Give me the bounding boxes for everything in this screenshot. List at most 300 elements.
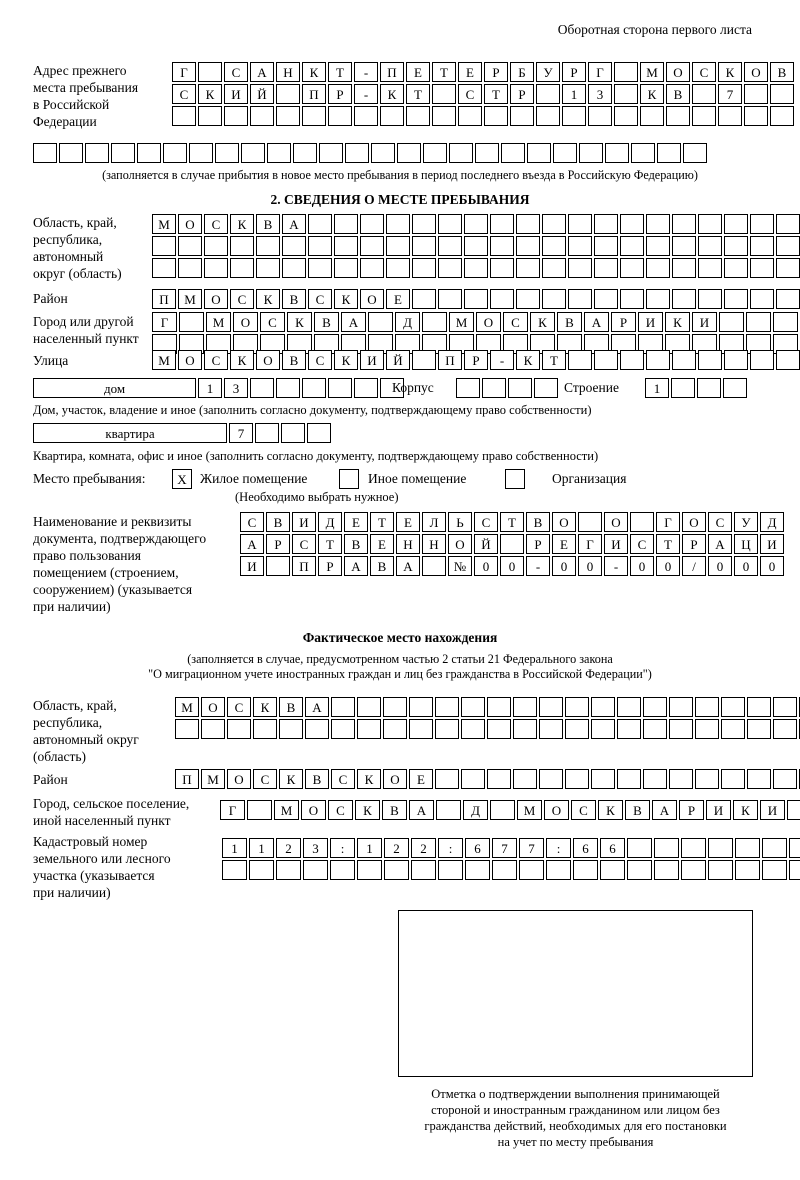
char-cell[interactable] xyxy=(669,769,693,789)
char-cell[interactable] xyxy=(241,143,265,163)
char-cell[interactable] xyxy=(646,236,670,256)
char-cell[interactable] xyxy=(334,236,358,256)
char-cell[interactable] xyxy=(279,719,303,739)
char-cell[interactable]: А xyxy=(282,214,306,234)
char-cell[interactable] xyxy=(681,860,706,880)
char-cell[interactable] xyxy=(412,214,436,234)
char-cell[interactable] xyxy=(281,423,305,443)
char-cell[interactable]: - xyxy=(490,350,514,370)
char-cell[interactable] xyxy=(562,106,586,126)
char-cell[interactable] xyxy=(789,860,800,880)
char-cell[interactable]: И xyxy=(360,350,384,370)
char-cell[interactable]: К xyxy=(287,312,312,332)
char-cell[interactable]: К xyxy=(598,800,623,820)
char-cell[interactable]: 7 xyxy=(229,423,253,443)
char-cell[interactable] xyxy=(422,556,446,576)
char-cell[interactable]: Г xyxy=(220,800,245,820)
char-cell[interactable]: 0 xyxy=(656,556,680,576)
char-cell[interactable] xyxy=(383,719,407,739)
char-cell[interactable] xyxy=(568,214,592,234)
char-cell[interactable] xyxy=(721,697,745,717)
char-cell[interactable] xyxy=(698,350,722,370)
char-cell[interactable] xyxy=(594,236,618,256)
char-cell[interactable]: О xyxy=(476,312,501,332)
char-cell[interactable]: 0 xyxy=(474,556,498,576)
char-cell[interactable] xyxy=(331,719,355,739)
char-cell[interactable] xyxy=(461,719,485,739)
char-cell[interactable]: С xyxy=(230,289,254,309)
char-cell[interactable] xyxy=(137,143,161,163)
char-cell[interactable] xyxy=(594,350,618,370)
char-cell[interactable]: С xyxy=(630,534,654,554)
char-cell[interactable] xyxy=(773,312,798,332)
char-cell[interactable]: В xyxy=(666,84,690,104)
char-cell[interactable]: В xyxy=(557,312,582,332)
char-cell[interactable] xyxy=(386,236,410,256)
char-cell[interactable] xyxy=(201,719,225,739)
char-cell[interactable]: 1 xyxy=(562,84,586,104)
char-cell[interactable] xyxy=(579,143,603,163)
char-cell[interactable]: С xyxy=(253,769,277,789)
char-cell[interactable] xyxy=(723,378,747,398)
char-cell[interactable] xyxy=(527,143,551,163)
char-cell[interactable] xyxy=(620,258,644,278)
char-cell[interactable] xyxy=(386,258,410,278)
actual-region-grid[interactable] xyxy=(175,697,800,741)
char-cell[interactable] xyxy=(770,84,794,104)
char-cell[interactable] xyxy=(163,143,187,163)
char-cell[interactable] xyxy=(276,106,300,126)
char-cell[interactable] xyxy=(302,378,326,398)
char-cell[interactable] xyxy=(594,214,618,234)
char-cell[interactable]: И xyxy=(706,800,731,820)
char-cell[interactable]: Р xyxy=(266,534,290,554)
char-cell[interactable] xyxy=(542,214,566,234)
char-cell[interactable] xyxy=(412,350,436,370)
char-cell[interactable] xyxy=(435,769,459,789)
char-cell[interactable] xyxy=(591,719,615,739)
char-cell[interactable]: К xyxy=(733,800,758,820)
char-cell[interactable]: Т xyxy=(432,62,456,82)
char-cell[interactable] xyxy=(432,106,456,126)
char-cell[interactable] xyxy=(770,106,794,126)
char-cell[interactable]: С xyxy=(328,800,353,820)
char-cell[interactable] xyxy=(724,236,748,256)
char-cell[interactable] xyxy=(750,289,774,309)
char-cell[interactable] xyxy=(360,236,384,256)
char-cell[interactable]: Е xyxy=(396,512,420,532)
char-cell[interactable] xyxy=(179,312,204,332)
char-cell[interactable]: О xyxy=(682,512,706,532)
char-cell[interactable]: К xyxy=(530,312,555,332)
char-cell[interactable]: М xyxy=(640,62,664,82)
char-cell[interactable]: В xyxy=(370,556,394,576)
char-cell[interactable] xyxy=(198,106,222,126)
char-cell[interactable] xyxy=(536,84,560,104)
char-cell[interactable] xyxy=(487,697,511,717)
char-cell[interactable]: К xyxy=(198,84,222,104)
char-cell[interactable] xyxy=(227,719,251,739)
char-cell[interactable]: О xyxy=(178,214,202,234)
char-cell[interactable] xyxy=(591,769,615,789)
char-cell[interactable]: И xyxy=(760,800,785,820)
char-cell[interactable] xyxy=(293,143,317,163)
char-cell[interactable]: В xyxy=(344,534,368,554)
char-cell[interactable] xyxy=(519,860,544,880)
char-cell[interactable] xyxy=(484,106,508,126)
char-cell[interactable] xyxy=(750,214,774,234)
char-cell[interactable]: Н xyxy=(276,62,300,82)
char-cell[interactable] xyxy=(600,860,625,880)
char-cell[interactable] xyxy=(630,512,654,532)
char-cell[interactable]: М xyxy=(152,214,176,234)
char-cell[interactable]: М xyxy=(274,800,299,820)
char-cell[interactable]: А xyxy=(652,800,677,820)
char-cell[interactable]: К xyxy=(357,769,381,789)
char-cell[interactable]: В xyxy=(266,512,290,532)
char-cell[interactable]: Й xyxy=(474,534,498,554)
char-cell[interactable] xyxy=(516,214,540,234)
char-cell[interactable]: С xyxy=(292,534,316,554)
char-cell[interactable]: Й xyxy=(386,350,410,370)
char-cell[interactable] xyxy=(85,143,109,163)
char-cell[interactable]: К xyxy=(230,350,254,370)
char-cell[interactable] xyxy=(614,106,638,126)
char-cell[interactable]: А xyxy=(584,312,609,332)
char-cell[interactable] xyxy=(747,769,771,789)
char-cell[interactable] xyxy=(501,143,525,163)
char-cell[interactable]: Д xyxy=(463,800,488,820)
char-cell[interactable] xyxy=(175,719,199,739)
char-cell[interactable] xyxy=(708,860,733,880)
char-cell[interactable]: О xyxy=(383,769,407,789)
char-cell[interactable] xyxy=(308,214,332,234)
char-cell[interactable] xyxy=(198,62,222,82)
char-cell[interactable] xyxy=(672,236,696,256)
char-cell[interactable] xyxy=(578,512,602,532)
char-cell[interactable]: 3 xyxy=(303,838,328,858)
char-cell[interactable]: Р xyxy=(611,312,636,332)
char-cell[interactable]: Н xyxy=(422,534,446,554)
char-cell[interactable]: У xyxy=(536,62,560,82)
char-cell[interactable]: О xyxy=(204,289,228,309)
char-cell[interactable] xyxy=(669,719,693,739)
char-cell[interactable] xyxy=(386,214,410,234)
char-cell[interactable]: Р xyxy=(464,350,488,370)
char-cell[interactable] xyxy=(380,106,404,126)
char-cell[interactable] xyxy=(432,84,456,104)
char-cell[interactable] xyxy=(354,106,378,126)
char-cell[interactable]: С xyxy=(227,697,251,717)
char-cell[interactable] xyxy=(744,84,768,104)
confirmation-mark-box[interactable] xyxy=(398,910,753,1077)
char-cell[interactable]: 7 xyxy=(718,84,742,104)
char-cell[interactable]: М xyxy=(175,697,199,717)
char-cell[interactable] xyxy=(490,214,514,234)
char-cell[interactable]: 3 xyxy=(588,84,612,104)
char-cell[interactable] xyxy=(724,258,748,278)
char-cell[interactable]: А xyxy=(341,312,366,332)
char-cell[interactable] xyxy=(565,719,589,739)
char-cell[interactable]: К xyxy=(230,214,254,234)
char-cell[interactable] xyxy=(204,236,228,256)
char-cell[interactable]: 0 xyxy=(630,556,654,576)
char-cell[interactable]: П xyxy=(292,556,316,576)
char-cell[interactable]: 2 xyxy=(384,838,409,858)
char-cell[interactable]: К xyxy=(256,289,280,309)
stroenie-input[interactable] xyxy=(645,378,749,400)
char-cell[interactable] xyxy=(33,143,57,163)
char-cell[interactable] xyxy=(250,106,274,126)
char-cell[interactable]: К xyxy=(253,697,277,717)
char-cell[interactable]: К xyxy=(718,62,742,82)
char-cell[interactable] xyxy=(319,143,343,163)
char-cell[interactable]: В xyxy=(770,62,794,82)
char-cell[interactable]: Р xyxy=(484,62,508,82)
char-cell[interactable] xyxy=(357,719,381,739)
char-cell[interactable]: Т xyxy=(542,350,566,370)
char-cell[interactable]: 0 xyxy=(708,556,732,576)
char-cell[interactable] xyxy=(568,289,592,309)
char-cell[interactable] xyxy=(357,697,381,717)
char-cell[interactable] xyxy=(464,258,488,278)
char-cell[interactable] xyxy=(542,289,566,309)
char-cell[interactable]: И xyxy=(224,84,248,104)
char-cell[interactable] xyxy=(276,378,300,398)
char-cell[interactable] xyxy=(397,143,421,163)
prev-address-grid[interactable] xyxy=(172,62,796,128)
char-cell[interactable]: № xyxy=(448,556,472,576)
char-cell[interactable] xyxy=(762,860,787,880)
char-cell[interactable]: 6 xyxy=(573,838,598,858)
document-grid[interactable] xyxy=(240,512,786,578)
char-cell[interactable]: П xyxy=(302,84,326,104)
char-cell[interactable] xyxy=(464,214,488,234)
char-cell[interactable]: / xyxy=(682,556,706,576)
char-cell[interactable]: С xyxy=(503,312,528,332)
char-cell[interactable] xyxy=(617,719,641,739)
char-cell[interactable] xyxy=(750,350,774,370)
char-cell[interactable] xyxy=(657,143,681,163)
char-cell[interactable] xyxy=(724,289,748,309)
char-cell[interactable] xyxy=(178,258,202,278)
char-cell[interactable] xyxy=(735,860,760,880)
char-cell[interactable]: 7 xyxy=(519,838,544,858)
char-cell[interactable] xyxy=(256,258,280,278)
char-cell[interactable]: 6 xyxy=(465,838,490,858)
char-cell[interactable] xyxy=(640,106,664,126)
char-cell[interactable] xyxy=(750,236,774,256)
district-grid[interactable] xyxy=(152,289,800,311)
char-cell[interactable] xyxy=(464,236,488,256)
char-cell[interactable]: 7 xyxy=(492,838,517,858)
char-cell[interactable]: 0 xyxy=(552,556,576,576)
char-cell[interactable] xyxy=(605,143,629,163)
char-cell[interactable]: 2 xyxy=(411,838,436,858)
char-cell[interactable]: Г xyxy=(152,312,177,332)
char-cell[interactable] xyxy=(230,258,254,278)
char-cell[interactable] xyxy=(776,258,800,278)
char-cell[interactable]: О xyxy=(552,512,576,532)
char-cell[interactable]: К xyxy=(302,62,326,82)
char-cell[interactable]: 0 xyxy=(734,556,758,576)
char-cell[interactable] xyxy=(672,350,696,370)
char-cell[interactable]: Р xyxy=(679,800,704,820)
char-cell[interactable]: С xyxy=(204,350,228,370)
char-cell[interactable] xyxy=(697,378,721,398)
char-cell[interactable]: 0 xyxy=(760,556,784,576)
char-cell[interactable]: О xyxy=(360,289,384,309)
char-cell[interactable] xyxy=(357,860,382,880)
char-cell[interactable]: А xyxy=(409,800,434,820)
char-cell[interactable] xyxy=(747,697,771,717)
char-cell[interactable] xyxy=(553,143,577,163)
char-cell[interactable]: У xyxy=(734,512,758,532)
char-cell[interactable] xyxy=(643,769,667,789)
char-cell[interactable]: Е xyxy=(344,512,368,532)
char-cell[interactable]: П xyxy=(438,350,462,370)
stay-type-checkbox-residential[interactable]: Х xyxy=(172,469,192,489)
char-cell[interactable] xyxy=(384,860,409,880)
char-cell[interactable] xyxy=(438,214,462,234)
char-cell[interactable] xyxy=(776,289,800,309)
char-cell[interactable]: Н xyxy=(396,534,420,554)
char-cell[interactable] xyxy=(646,258,670,278)
char-cell[interactable] xyxy=(412,236,436,256)
char-cell[interactable]: П xyxy=(152,289,176,309)
char-cell[interactable] xyxy=(516,258,540,278)
char-cell[interactable]: С xyxy=(692,62,716,82)
char-cell[interactable]: Г xyxy=(172,62,196,82)
char-cell[interactable]: К xyxy=(355,800,380,820)
char-cell[interactable] xyxy=(750,258,774,278)
char-cell[interactable]: Л xyxy=(422,512,446,532)
char-cell[interactable]: О xyxy=(301,800,326,820)
char-cell[interactable]: П xyxy=(380,62,404,82)
char-cell[interactable]: К xyxy=(380,84,404,104)
char-cell[interactable] xyxy=(334,214,358,234)
char-cell[interactable] xyxy=(354,378,378,398)
char-cell[interactable] xyxy=(776,214,800,234)
char-cell[interactable]: Р xyxy=(562,62,586,82)
char-cell[interactable] xyxy=(487,719,511,739)
char-cell[interactable]: К xyxy=(516,350,540,370)
char-cell[interactable] xyxy=(178,236,202,256)
char-cell[interactable] xyxy=(328,106,352,126)
char-cell[interactable]: Б xyxy=(510,62,534,82)
char-cell[interactable]: И xyxy=(292,512,316,532)
char-cell[interactable] xyxy=(671,378,695,398)
char-cell[interactable]: 2 xyxy=(276,838,301,858)
char-cell[interactable] xyxy=(669,697,693,717)
char-cell[interactable]: : xyxy=(546,838,571,858)
char-cell[interactable]: О xyxy=(604,512,628,532)
char-cell[interactable] xyxy=(267,143,291,163)
char-cell[interactable]: В xyxy=(526,512,550,532)
char-cell[interactable] xyxy=(724,350,748,370)
char-cell[interactable]: - xyxy=(526,556,550,576)
char-cell[interactable] xyxy=(490,289,514,309)
char-cell[interactable]: И xyxy=(240,556,264,576)
char-cell[interactable]: В xyxy=(279,697,303,717)
char-cell[interactable]: О xyxy=(544,800,569,820)
char-cell[interactable] xyxy=(672,289,696,309)
char-cell[interactable] xyxy=(773,697,797,717)
char-cell[interactable] xyxy=(371,143,395,163)
char-cell[interactable]: Т xyxy=(328,62,352,82)
char-cell[interactable]: М xyxy=(206,312,231,332)
prev-address-grid-row4[interactable] xyxy=(33,143,709,165)
char-cell[interactable]: А xyxy=(240,534,264,554)
char-cell[interactable]: К xyxy=(334,289,358,309)
char-cell[interactable] xyxy=(719,312,744,332)
char-cell[interactable]: - xyxy=(354,62,378,82)
char-cell[interactable] xyxy=(666,106,690,126)
char-cell[interactable] xyxy=(643,697,667,717)
char-cell[interactable]: Е xyxy=(406,62,430,82)
char-cell[interactable] xyxy=(617,697,641,717)
char-cell[interactable]: Р xyxy=(318,556,342,576)
char-cell[interactable] xyxy=(308,236,332,256)
char-cell[interactable]: Р xyxy=(510,84,534,104)
char-cell[interactable]: Г xyxy=(656,512,680,532)
char-cell[interactable]: 1 xyxy=(198,378,222,398)
char-cell[interactable]: М xyxy=(152,350,176,370)
actual-district-grid[interactable] xyxy=(175,769,800,791)
char-cell[interactable] xyxy=(412,258,436,278)
char-cell[interactable] xyxy=(573,860,598,880)
flat-number-input[interactable] xyxy=(229,423,333,445)
char-cell[interactable]: С xyxy=(458,84,482,104)
char-cell[interactable] xyxy=(215,143,239,163)
region-grid[interactable] xyxy=(152,214,800,280)
char-cell[interactable]: Е xyxy=(552,534,576,554)
char-cell[interactable] xyxy=(360,258,384,278)
char-cell[interactable]: К xyxy=(334,350,358,370)
char-cell[interactable] xyxy=(423,143,447,163)
char-cell[interactable]: 1 xyxy=(249,838,274,858)
char-cell[interactable] xyxy=(698,214,722,234)
char-cell[interactable]: О xyxy=(201,697,225,717)
char-cell[interactable] xyxy=(762,838,787,858)
char-cell[interactable] xyxy=(539,719,563,739)
char-cell[interactable] xyxy=(276,84,300,104)
char-cell[interactable]: С xyxy=(224,62,248,82)
char-cell[interactable]: В xyxy=(625,800,650,820)
char-cell[interactable] xyxy=(542,258,566,278)
char-cell[interactable] xyxy=(438,236,462,256)
char-cell[interactable]: М xyxy=(449,312,474,332)
char-cell[interactable] xyxy=(189,143,213,163)
char-cell[interactable] xyxy=(692,84,716,104)
char-cell[interactable]: С xyxy=(708,512,732,532)
char-cell[interactable] xyxy=(516,236,540,256)
char-cell[interactable] xyxy=(539,697,563,717)
char-cell[interactable] xyxy=(360,214,384,234)
char-cell[interactable] xyxy=(510,106,534,126)
char-cell[interactable]: 1 xyxy=(645,378,669,398)
char-cell[interactable] xyxy=(111,143,135,163)
char-cell[interactable]: И xyxy=(638,312,663,332)
char-cell[interactable]: Т xyxy=(370,512,394,532)
char-cell[interactable]: Т xyxy=(500,512,524,532)
char-cell[interactable]: В xyxy=(382,800,407,820)
char-cell[interactable] xyxy=(542,236,566,256)
char-cell[interactable] xyxy=(230,236,254,256)
char-cell[interactable]: С xyxy=(172,84,196,104)
char-cell[interactable] xyxy=(614,84,638,104)
char-cell[interactable]: В xyxy=(305,769,329,789)
